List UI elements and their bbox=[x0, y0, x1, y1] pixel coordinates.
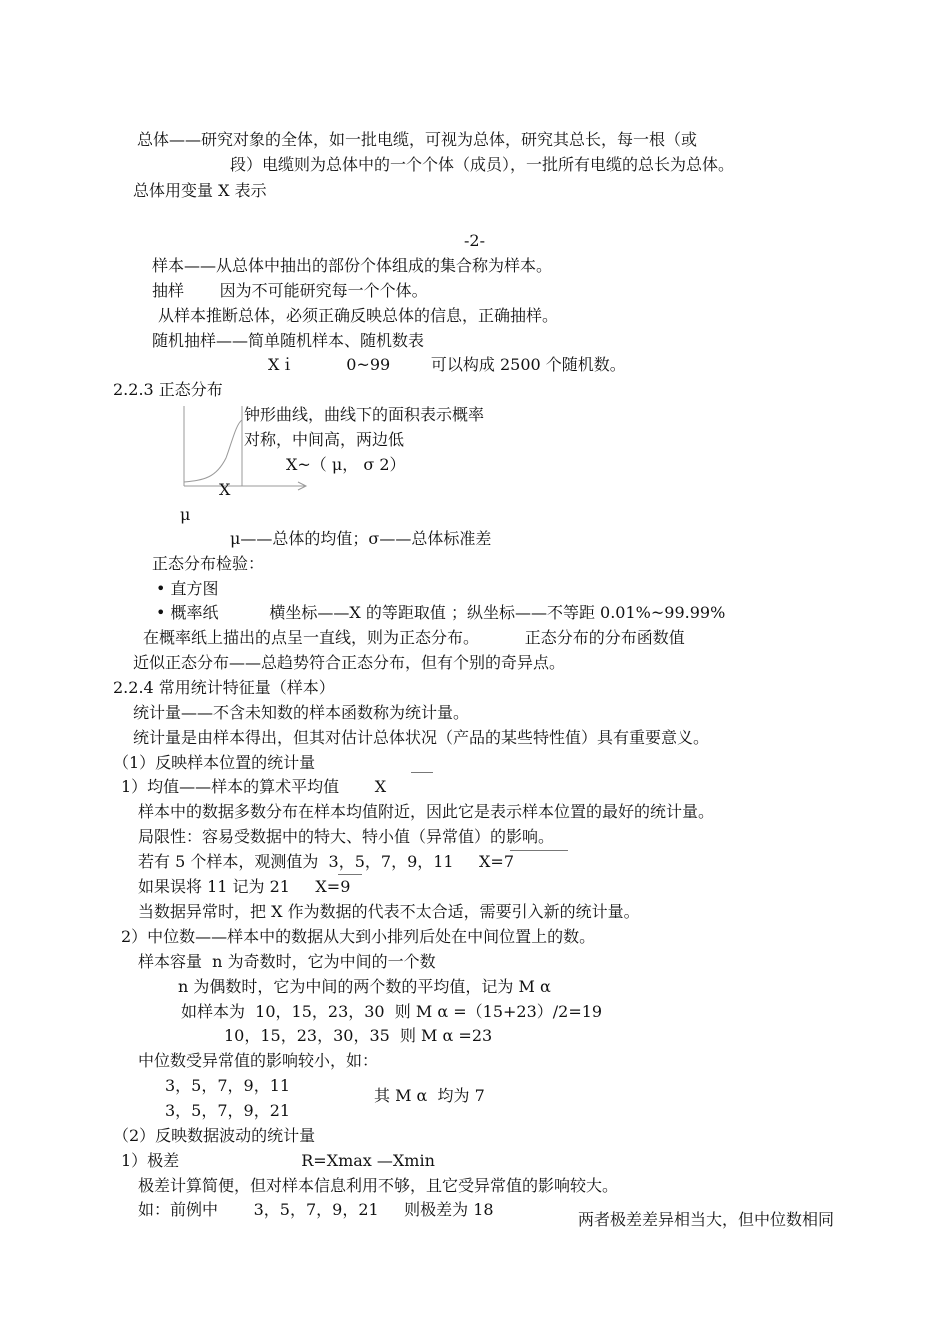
text-line: n 为偶数时，它为中间的两个数的平均值，记为 M α bbox=[178, 977, 551, 996]
text-line: 样本容量 n 为奇数时，它为中间的一个数 bbox=[138, 952, 436, 971]
text-line: 3，5，7，9，21 bbox=[165, 1101, 291, 1120]
text-line: 随机抽样——简单随机样本、随机数表 bbox=[152, 331, 425, 350]
section-heading: 2.2.4 常用统计特征量（样本） bbox=[113, 678, 335, 697]
figure-label-mu: μ bbox=[180, 505, 191, 524]
text-line: 两者极差差异相当大，但中位数相同 bbox=[578, 1210, 835, 1229]
text-line: 如样本为 10，15，23，30 则 M α =（15+23）/2=19 bbox=[181, 1002, 603, 1021]
text-line: 钟形曲线，曲线下的面积表示概率 bbox=[244, 405, 485, 424]
text-line: 统计量——不含未知数的样本函数称为统计量。 bbox=[133, 703, 470, 722]
text-line: Xｉ 0~99 可以构成 2500 个随机数。 bbox=[268, 355, 626, 374]
subsection-heading: （2）反映数据波动的统计量 bbox=[113, 1126, 316, 1145]
list-item: • 概率纸 横坐标——X 的等距取值 ；纵坐标——不等距 0.01%~99.99% bbox=[156, 603, 726, 622]
text-line: 1）均值——样本的算术平均值 X bbox=[121, 777, 387, 796]
text-line: 1）极差 R=Xmax —Xmin bbox=[121, 1151, 435, 1170]
text-line: 对称，中间高，两边低 bbox=[244, 430, 405, 449]
mean-overbar bbox=[510, 850, 568, 851]
text-line: X~（ μ， σ 2） bbox=[286, 455, 406, 474]
text-line: 从样本推断总体，必须正确反映总体的信息，正确抽样。 bbox=[158, 306, 559, 325]
text-line: 极差计算简便，但对样本信息利用不够，且它受异常值的影响较大。 bbox=[138, 1176, 619, 1195]
section-heading: 2.2.3 正态分布 bbox=[113, 380, 223, 399]
text-line: 总体——研究对象的全体，如一批电缆，可视为总体，研究其总长，每一根（或 bbox=[137, 130, 698, 149]
subsection-heading: （1）反映样本位置的统计量 bbox=[113, 753, 316, 772]
text-line: 样本中的数据多数分布在样本均值附近，因此它是表示样本位置的最好的统计量。 bbox=[138, 802, 715, 821]
text-line: 其 M α 均为 7 bbox=[374, 1086, 485, 1105]
text-line: 10，15，23，30，35 则 M α =23 bbox=[224, 1026, 493, 1045]
text-line: 近似正态分布——总趋势符合正态分布，但有个别的奇异点。 bbox=[133, 653, 566, 672]
text-line: 若有 5 个样本，观测值为 3，5，7，9，11 X=7 bbox=[138, 852, 515, 871]
text-line: 正态分布检验： bbox=[152, 554, 265, 573]
mean-overbar bbox=[411, 772, 433, 773]
text-line: 3，5，7，9，11 bbox=[165, 1076, 291, 1095]
text-line: 在概率纸上描出的点呈一直线，则为正态分布。 正态分布的分布函数值 bbox=[143, 628, 685, 647]
text-line: μ——总体的均值；σ——总体标准差 bbox=[230, 529, 492, 548]
text-line: 段）电缆则为总体中的一个个体（成员），一批所有电缆的总长为总体。 bbox=[230, 155, 735, 174]
text-line: 2）中位数——样本中的数据从大到小排列后处在中间位置上的数。 bbox=[121, 927, 596, 946]
list-item: • 直方图 bbox=[156, 579, 219, 598]
text-line: 中位数受异常值的影响较小，如： bbox=[138, 1051, 379, 1070]
page-number: -2- bbox=[464, 231, 485, 250]
text-line: 总体用变量 X 表示 bbox=[133, 181, 267, 200]
text-line: 抽样 因为不可能研究每一个个体。 bbox=[152, 281, 428, 300]
text-line: 如：前例中 3，5，7，9，21 则极差为 18 bbox=[138, 1200, 494, 1219]
text-line: 样本——从总体中抽出的部份个体组成的集合称为样本。 bbox=[152, 256, 553, 275]
text-line: 局限性：容易受数据中的特大、特小值（异常值）的影响。 bbox=[138, 827, 555, 846]
text-line: 如果误将 11 记为 21 X=9 bbox=[138, 877, 351, 896]
text-line: 统计量是由样本得出，但其对估计总体状况（产品的某些特性值）具有重要意义。 bbox=[133, 728, 710, 747]
figure-label-x: X bbox=[219, 480, 231, 499]
mean-overbar bbox=[338, 874, 362, 875]
sketch-bell-curve bbox=[184, 420, 242, 482]
text-line: 当数据异常时，把 X 作为数据的代表不太合适，需要引入新的统计量。 bbox=[138, 902, 640, 921]
